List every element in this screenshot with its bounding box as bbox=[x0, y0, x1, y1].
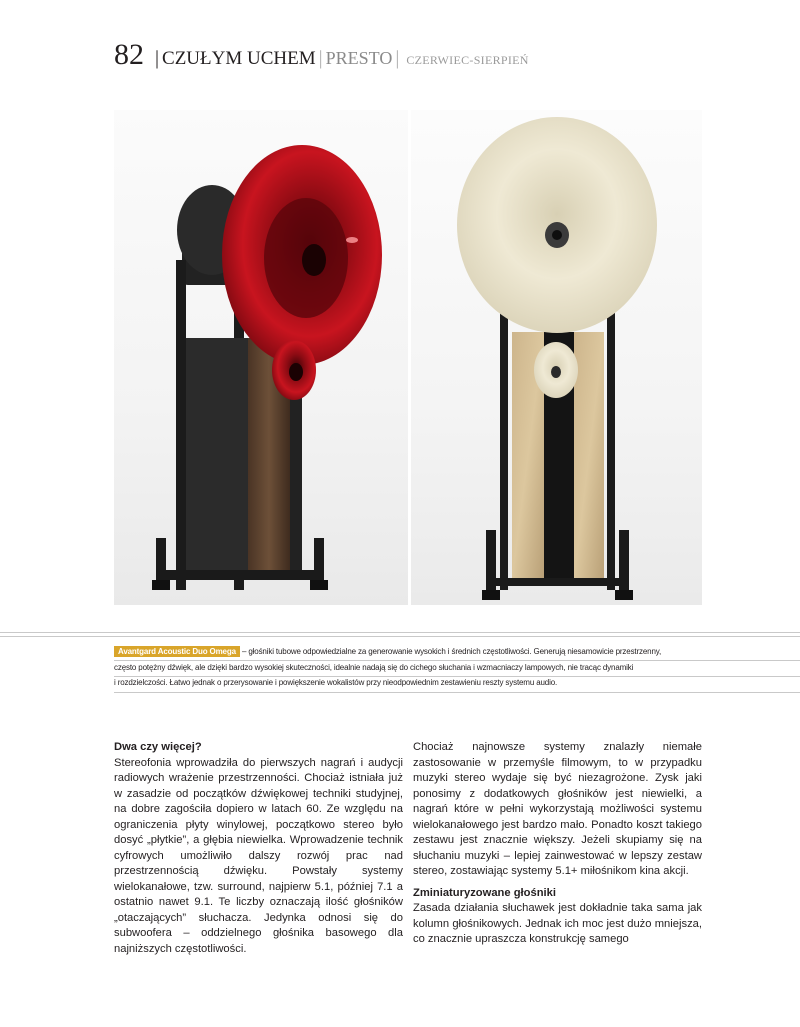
section-heading: Zminiaturyzowane głośniki bbox=[413, 886, 556, 899]
header-separator: | bbox=[155, 47, 160, 69]
speakers-illustration bbox=[114, 110, 702, 605]
issue-date: CZERWIEC-SIERPIEŃ bbox=[406, 53, 529, 67]
speakers-photo bbox=[114, 110, 702, 605]
cream-speaker bbox=[457, 117, 657, 600]
caption-line-1 bbox=[114, 644, 800, 660]
section-heading: Dwa czy więcej? bbox=[114, 741, 202, 753]
magazine-name: PRESTO bbox=[325, 48, 393, 68]
page-number: 82 bbox=[114, 38, 144, 71]
product-name-badge: Avantgard Acoustic Duo Omega bbox=[114, 646, 240, 657]
red-speaker bbox=[152, 145, 382, 590]
section-title: CZUŁYM UCHEM bbox=[162, 48, 316, 69]
photo-caption bbox=[114, 644, 800, 691]
header-separator: | bbox=[318, 47, 323, 69]
article-paragraph: Zasada działania słuchawek jest dokładnie taka sama jak kolumn głośnikowych. Jednak ich moc jest dużo mniejsza, co znacznie upraszcza konstrukcję samego bbox=[413, 902, 702, 945]
article-column-right bbox=[413, 740, 702, 954]
caption-line-3: i rozdzielczości. Łatwo jednak o przerysowanie i powiększenie wokalistów przy nieodpowiednim zestawieniu reszty systemu audio. bbox=[114, 678, 558, 687]
page-header bbox=[114, 38, 529, 72]
article-paragraph: Stereofonia wprowadziła do pierwszych nagrań i audycji radiowych wrażenie przestrzenności. Chociaż istniała już w zasadzie od początków dźwiękowej techniki studyjnej, na dobre zagościła dopiero w latach 60. Ze względu na ograniczenia płyty winylowej, początkowo stereo było dosyć „płytkie”, a głębia niewielka. Wprowadzenie technik cyfrowych umożliwiło dalszy rozwój prac nad przestrzennością dźwięku. Powstały systemy wielokanałowe, tzw. surround, najpierw 5.1, później 7.1 a ostatnio nawet 9.1. Te liczby oznaczają ilość głośników „otaczających” słuchacza. Jedynka odnosi się do subwoofera – oddzielnego głośnika basowego dla najniższych częstotliwości. bbox=[114, 756, 403, 955]
caption-rule bbox=[114, 692, 800, 693]
caption-rule bbox=[0, 636, 800, 637]
caption-line-2: często potężny dźwięk, ale dzięki bardzo wysokiej skuteczności, idealnie nadają się do cichego słuchania i wzmacniaczy lampowych, nie tracąc dynamiki bbox=[114, 662, 634, 672]
header-separator: | bbox=[395, 47, 400, 69]
article-column-left bbox=[114, 740, 403, 963]
article-paragraph: Chociaż najnowsze systemy znalazły niemałe zastosowanie w przemyśle filmowym, to w przypadku muzyki stereo wydaje się być niezagrożone. Zysk jaki ponosimy z dodatkowych głośników jest niewielki, a nagrań które w pełni wykorzystają możliwości systemu wielokanałowego jest bardzo mało. Ponadto koszt takiego zestawu jest znacznie większy. Jeżeli skupiamy się na słuchaniu muzyki – lepiej zainwestować w lepszy zestaw stereo, zostawiając systemy 5.1+ miłośnikom kina akcji. bbox=[413, 741, 702, 877]
caption-text-1: – głośniki tubowe odpowiedzialne za generowanie wysokich i średnich częstotliwości. Generują niesamowicie przestrzenny, bbox=[239, 647, 662, 656]
caption-rule bbox=[0, 632, 800, 633]
